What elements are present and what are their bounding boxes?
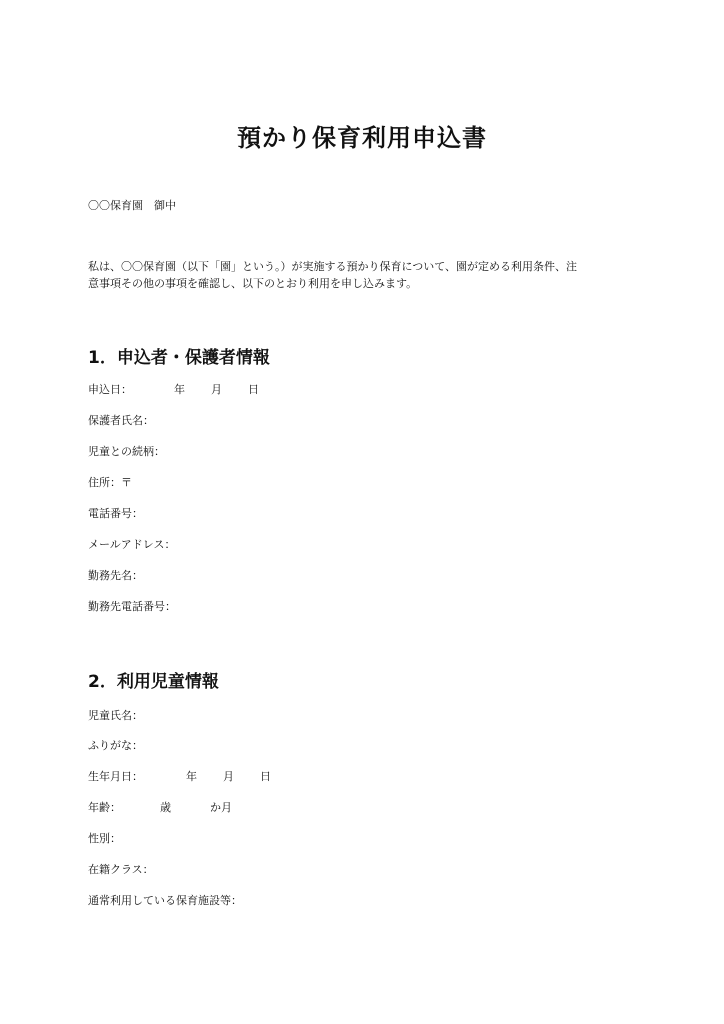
age-years: 歳: [160, 801, 171, 814]
intro-paragraph: [88, 258, 648, 292]
application-date-day: 日: [248, 383, 259, 396]
gender-field: 性別：: [88, 832, 121, 845]
furigana-field: ふりがな：: [88, 739, 143, 752]
class-field: 在籍クラス：: [88, 863, 154, 876]
birthdate-label: 生年月日：: [88, 770, 143, 783]
section-heading-child: 2．利用児童情報: [88, 672, 219, 692]
section-heading-applicant: 1．申込者・保護者情報: [88, 348, 270, 368]
email-field: メールアドレス：: [88, 538, 176, 551]
workplace-field: 勤務先名：: [88, 569, 143, 582]
regular-facility-field: 通常利用している保育施設等：: [88, 894, 242, 907]
age-months: か月: [210, 801, 232, 814]
birthdate-day: 日: [260, 770, 271, 783]
intro-line-2: 意事項その他の事項を確認し、以下のとおり利用を申し込みます。: [88, 277, 418, 290]
application-date-month: 月: [211, 383, 222, 396]
document-title: 預かり保育利用申込書: [237, 124, 487, 152]
workplace-phone-field: 勤務先電話番号：: [88, 600, 176, 613]
application-date-year: 年: [174, 383, 185, 396]
birthdate-year: 年: [186, 770, 197, 783]
addressee: 〇〇保育園 御中: [88, 199, 176, 212]
application-date-label: 申込日：: [88, 383, 132, 396]
relationship-field: 児童との続柄：: [88, 445, 165, 458]
phone-field: 電話番号：: [88, 507, 143, 520]
intro-line-1: 私は、〇〇保育園（以下「園」という。）が実施する預かり保育について、園が定める利用条件、注: [88, 260, 578, 273]
guardian-name-field: 保護者氏名：: [88, 414, 154, 427]
address-field: 住所：〒: [88, 476, 132, 489]
birthdate-month: 月: [223, 770, 234, 783]
age-label: 年齢：: [88, 801, 121, 814]
child-name-field: 児童氏名：: [88, 709, 143, 722]
